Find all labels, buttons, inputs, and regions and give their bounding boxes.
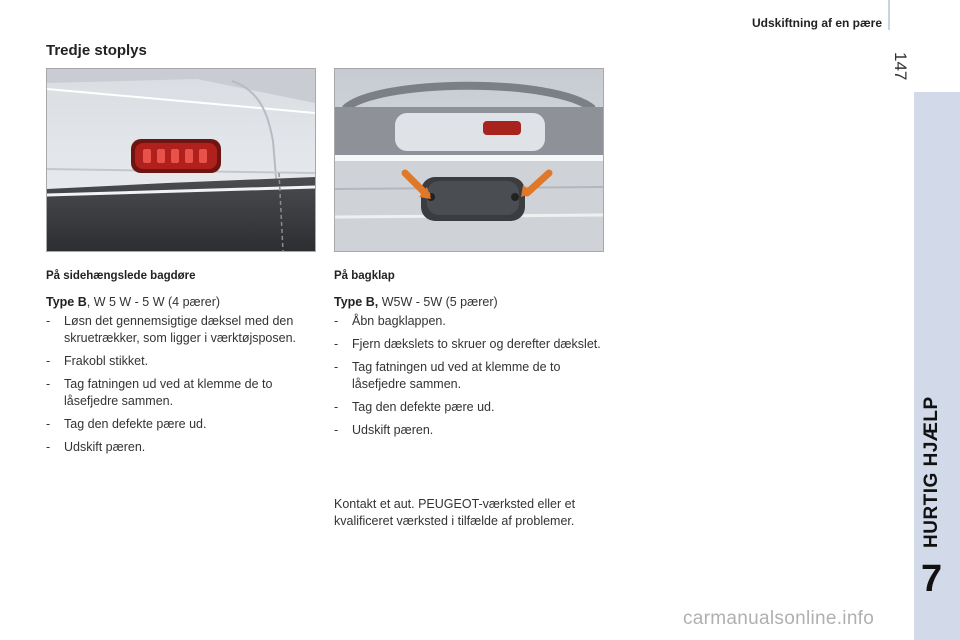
service-note: Kontakt et aut. PEUGEOT-værksted eller et kvalificeret værksted i tilfælde af problemer.	[334, 497, 576, 528]
right-step: - Udskift pæren.	[334, 423, 434, 437]
left-step-text: Løsn det gennemsigtige dæksel med den skruetrækker, som ligger i værktøjsposen.	[64, 314, 297, 345]
right-type-value: W5W - 5W (5 pærer)	[378, 295, 498, 309]
left-type-label: Type B	[46, 295, 87, 309]
chapter-title: HURTIG HJÆLP	[921, 396, 942, 548]
section-title: Tredje stoplys	[46, 42, 147, 59]
left-step: - Udskift pæren.	[46, 440, 146, 454]
right-step-text: Åbn bagklappen.	[352, 314, 446, 328]
running-header: Udskiftning af en pære	[751, 16, 882, 30]
chapter-number: 7	[921, 558, 943, 600]
right-type-line	[334, 294, 604, 311]
right-type-label: Type B,	[334, 295, 379, 309]
photo-tailgate-brake-light	[334, 68, 604, 252]
right-step-text: Udskift pæren.	[352, 423, 434, 437]
right-heading: På bagklap	[334, 270, 395, 282]
right-step: - Tag fatningen ud ved at klemme de to låsefjedre sammen.	[334, 360, 561, 391]
page-number: 147	[891, 52, 910, 81]
left-heading: På sidehængslede bagdøre	[46, 270, 196, 282]
right-instructions	[334, 268, 604, 445]
right-step-text: Tag den defekte pære ud.	[352, 400, 495, 414]
left-type-line	[46, 294, 316, 311]
watermark: carmanualsonline.info	[683, 608, 875, 629]
left-step-text: Tag fatningen ud ved at klemme de to låsefjedre sammen.	[64, 377, 273, 408]
left-step-text: Frakobl stikket.	[64, 354, 149, 368]
left-type-value: , W 5 W - 5 W (4 pærer)	[86, 295, 221, 309]
header-divider	[888, 0, 890, 30]
photo-side-door-brake-light	[46, 68, 316, 252]
left-step: - Løsn det gennemsigtige dæksel med den skruetrækker, som ligger i værktøjsposen.	[46, 314, 297, 345]
left-step: - Frakobl stikket.	[46, 354, 149, 368]
left-instructions	[46, 268, 316, 462]
left-step: - Tag fatningen ud ved at klemme de to låsefjedre sammen.	[46, 377, 273, 408]
left-step-text: Tag den defekte pære ud.	[64, 417, 207, 431]
right-step: - Åbn bagklappen.	[334, 314, 446, 328]
right-step: - Tag den defekte pære ud.	[334, 400, 495, 414]
right-step-text: Tag fatningen ud ved at klemme de to låsefjedre sammen.	[352, 360, 561, 391]
right-step: - Fjern dækslets to skruer og derefter dækslet.	[334, 337, 601, 351]
right-step-text: Fjern dækslets to skruer og derefter dækslet.	[352, 337, 601, 351]
left-step-text: Udskift pæren.	[64, 440, 146, 454]
left-step: - Tag den defekte pære ud.	[46, 417, 207, 431]
